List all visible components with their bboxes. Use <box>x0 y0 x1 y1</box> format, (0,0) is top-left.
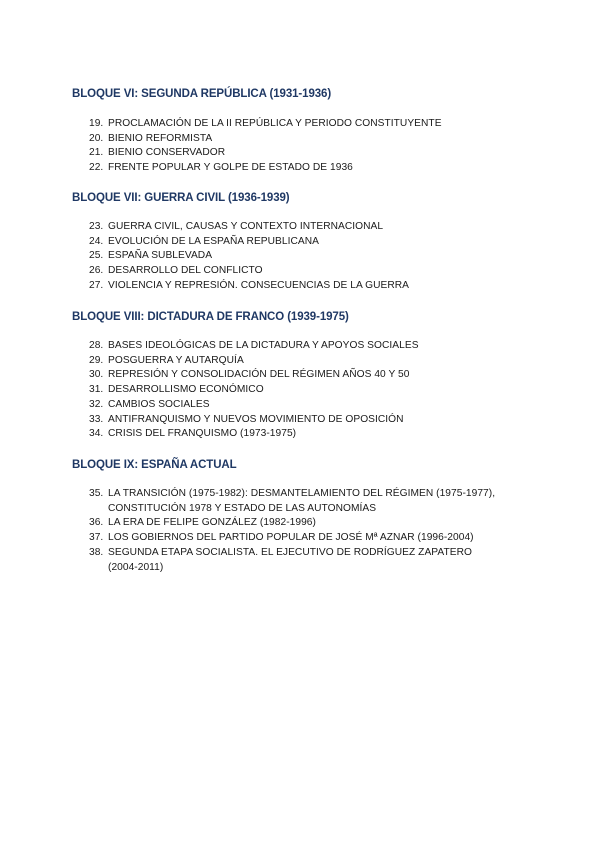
item-text: ANTIFRANQUISMO Y NUEVOS MOVIMIENTO DE OPOSICIÓN <box>108 413 404 425</box>
list-item <box>89 413 542 428</box>
item-text: BIENIO CONSERVADOR <box>108 147 226 159</box>
item-text: LOS GOBIERNOS DEL PARTIDO POPULAR DE JOSÉ Mª AZNAR (1996-2004) <box>108 532 474 544</box>
item-text: DESARROLLO DEL CONFLICTO <box>108 265 263 277</box>
item-text: CRISIS DEL FRANQUISMO (1973-1975) <box>108 428 297 440</box>
list-item <box>89 354 542 369</box>
item-number: 30. <box>89 369 104 381</box>
list-item <box>89 132 542 147</box>
item-text: BASES IDEOLÓGICAS DE LA DICTADURA Y APOYOS SOCIALES <box>108 340 419 351</box>
item-text: BIENIO REFORMISTA <box>108 132 213 144</box>
item-text: REPRESIÓN Y CONSOLIDACIÓN DEL RÉGIMEN AÑOS 40 Y 50 <box>108 369 410 381</box>
item-number: 31. <box>89 384 104 396</box>
item-number: 28. <box>89 340 104 351</box>
list-item <box>89 398 542 413</box>
list-item <box>89 339 542 354</box>
item-text: FRENTE POPULAR Y GOLPE DE ESTADO DE 1936 <box>108 162 353 174</box>
item-number: 23. <box>89 221 104 232</box>
item-number: 22. <box>89 162 104 174</box>
topic-list <box>89 220 542 294</box>
topic-list <box>89 117 542 176</box>
list-item <box>89 220 542 235</box>
list-item <box>89 516 542 531</box>
list-item <box>89 161 542 176</box>
list-item <box>89 487 542 516</box>
item-number: 29. <box>89 354 104 366</box>
item-number: 35. <box>89 488 104 499</box>
item-text: LA ERA DE FELIPE GONZÁLEZ (1982-1996) <box>108 517 316 529</box>
item-number: 33. <box>89 413 104 425</box>
item-number: 20. <box>89 132 104 144</box>
block-viii <box>72 309 542 440</box>
list-item <box>89 279 542 294</box>
item-number: 38. <box>89 546 104 558</box>
list-item <box>89 383 542 398</box>
item-number: 34. <box>89 428 104 440</box>
block-title: BLOQUE VIII: DICTADURA DE FRANCO (1939-1975) <box>72 311 349 323</box>
block-title: BLOQUE VII: GUERRA CIVIL (1936-1939) <box>72 192 290 204</box>
list-item <box>89 427 542 442</box>
list-item <box>89 146 542 161</box>
item-text: EVOLUCIÓN DE LA ESPAÑA REPUBLICANA <box>108 235 319 247</box>
item-text: GUERRA CIVIL, CAUSAS Y CONTEXTO INTERNACIONAL <box>108 221 384 232</box>
block-vii <box>72 190 542 291</box>
item-text: DESARROLLISMO ECONÓMICO <box>108 384 264 396</box>
item-text: VIOLENCIA Y REPRESIÓN. CONSECUENCIAS DE LA GUERRA <box>108 279 409 291</box>
item-text: POSGUERRA Y AUTARQUÍA <box>108 354 244 366</box>
item-number: 27. <box>89 279 104 291</box>
item-number: 25. <box>89 250 104 262</box>
list-item <box>89 531 542 546</box>
list-item <box>89 249 542 264</box>
item-text: PROCLAMACIÓN DE LA II REPÚBLICA Y PERIODO CONSTITUYENTE <box>108 118 442 129</box>
item-text: SEGUNDA ETAPA SOCIALISTA. EL EJECUTIVO DE RODRÍGUEZ ZAPATERO (2004-2011) <box>108 546 472 573</box>
topic-list <box>89 487 542 575</box>
block-title: BLOQUE VI: SEGUNDA REPÚBLICA (1931-1936) <box>72 88 332 100</box>
block-title: BLOQUE IX: ESPAÑA ACTUAL <box>72 459 237 471</box>
list-item <box>89 235 542 250</box>
list-item <box>89 264 542 279</box>
item-number: 21. <box>89 147 104 159</box>
item-number: 32. <box>89 398 104 410</box>
block-vi <box>72 86 542 174</box>
item-text: CAMBIOS SOCIALES <box>108 398 210 410</box>
item-text: LA TRANSICIÓN (1975-1982): DESMANTELAMIENTO DEL RÉGIMEN (1975-1977), CONSTITUCIÓN 1978 Y ESTADO DE LAS AUTONOMÍAS <box>108 488 496 514</box>
list-item <box>89 117 542 132</box>
item-number: 36. <box>89 517 104 529</box>
list-item <box>89 368 542 383</box>
item-number: 37. <box>89 532 104 544</box>
item-number: 26. <box>89 265 104 277</box>
list-item <box>89 546 542 575</box>
item-number: 19. <box>89 118 104 129</box>
block-ix <box>72 457 542 573</box>
item-text: ESPAÑA SUBLEVADA <box>108 250 213 262</box>
topic-list <box>89 339 542 442</box>
item-number: 24. <box>89 235 104 247</box>
